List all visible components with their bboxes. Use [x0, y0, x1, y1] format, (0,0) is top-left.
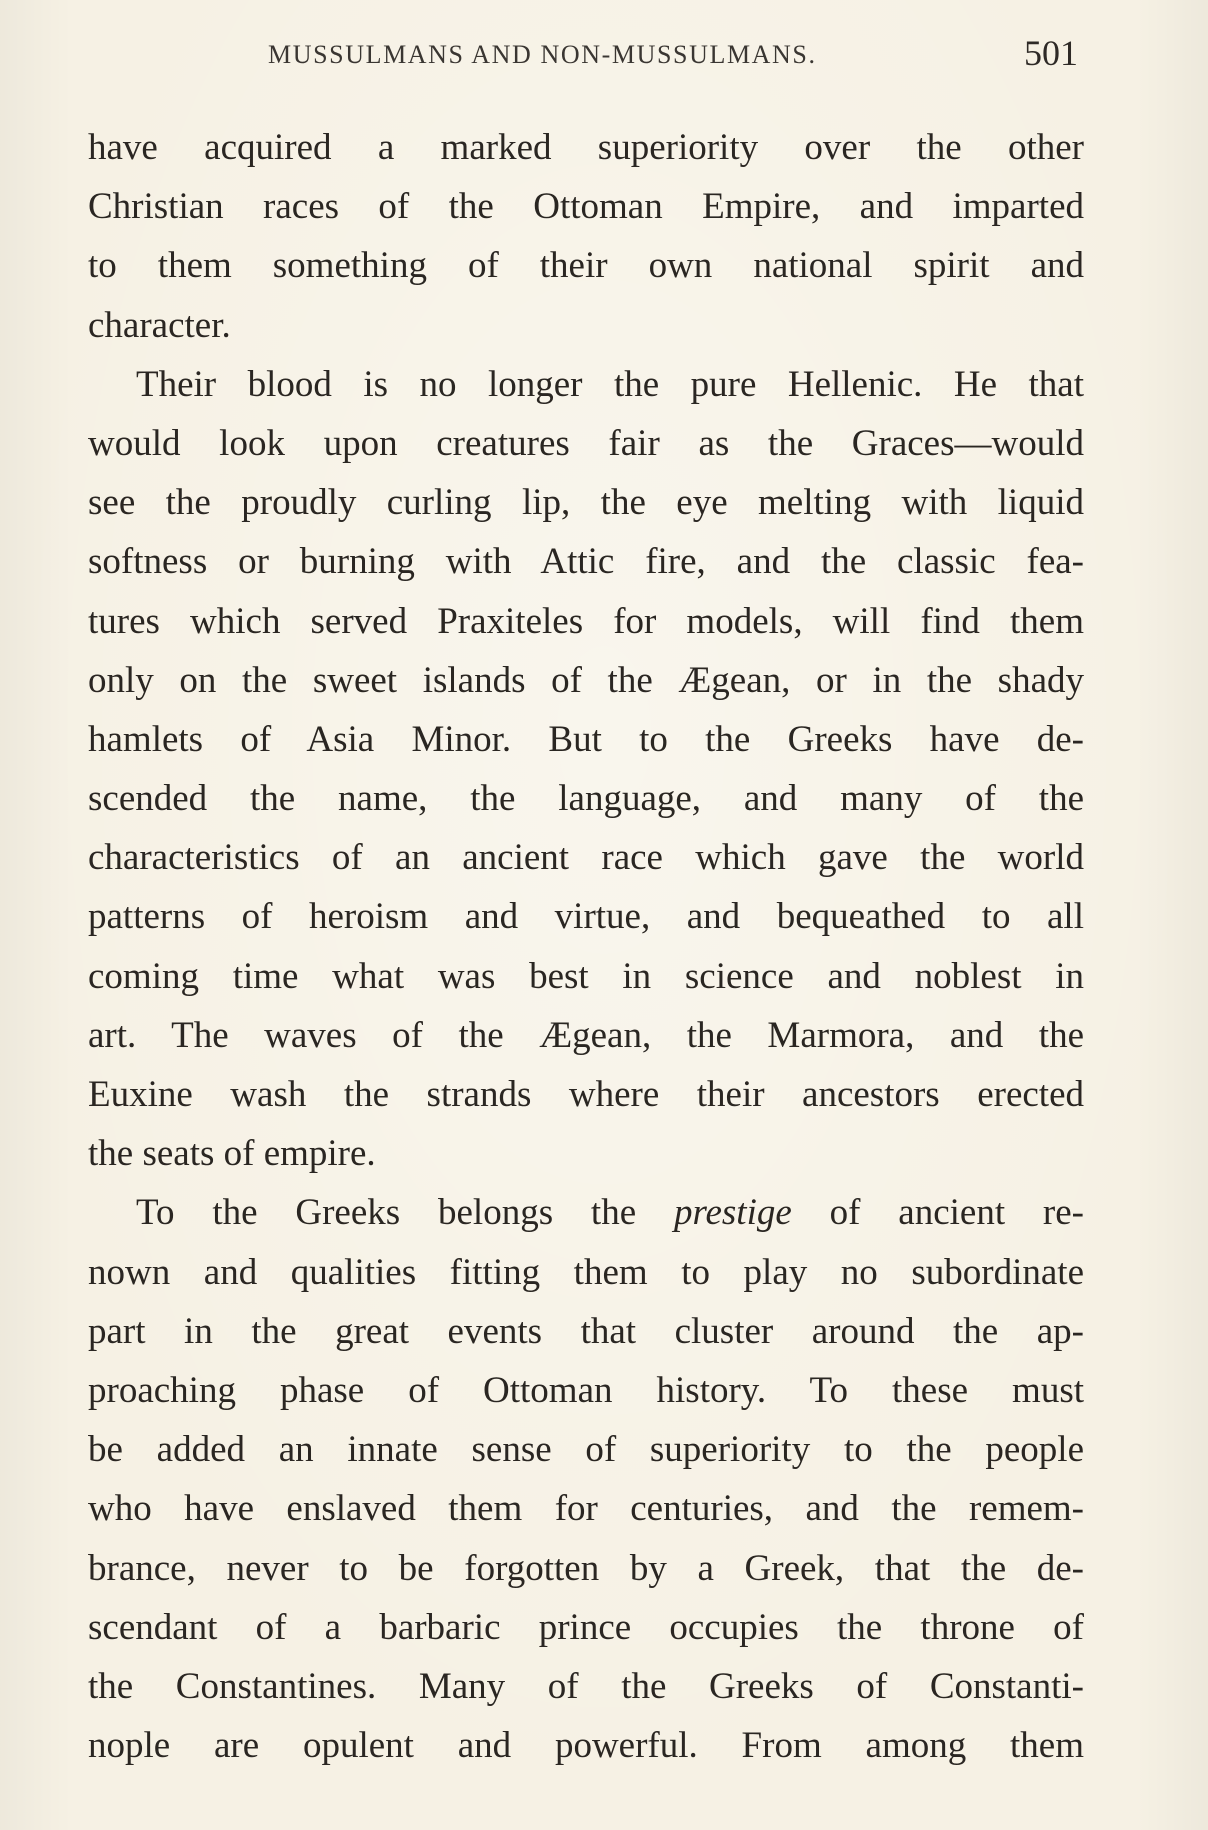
text-line: brance, never to be forgotten by a Greek, that the de- — [88, 1547, 1084, 1589]
text-line: patterns of heroism and virtue, and bequeathed to all — [88, 896, 1084, 938]
text-line: softness or burning with Attic fire, and the classic fea- — [88, 541, 1084, 583]
text-line: characteristics of an ancient race which gave the world — [88, 837, 1084, 879]
text-line — [88, 1183, 1084, 1242]
text-line: nople are opulent and powerful. From among them — [88, 1725, 1084, 1767]
text-line: the seats of empire. — [88, 1133, 376, 1175]
italic-term: prestige — [673, 1192, 792, 1234]
text-line: scendant of a barbaric prince occupies the throne of — [88, 1606, 1084, 1648]
text-line: art. The waves of the Ægean, the Marmora, and the — [88, 1014, 1084, 1056]
text-line: nown and qualities fitting them to play no subordinate — [88, 1251, 1084, 1293]
text-line: scended the name, the language, and many of the — [88, 778, 1084, 820]
text-line: hamlets of Asia Minor. But to the Greeks have de- — [88, 718, 1084, 760]
paragraph-1 — [88, 118, 1084, 355]
text-line: the Constantines. Many of the Greeks of Constanti- — [88, 1665, 1084, 1707]
text-line: be added an innate sense of superiority to the people — [88, 1429, 1084, 1471]
text-line: part in the great events that cluster around the ap- — [88, 1310, 1084, 1352]
text-line: to them something of their own national spirit and — [88, 245, 1084, 287]
text-line: who have enslaved them for centuries, and the remem- — [88, 1488, 1084, 1530]
text-line: proaching phase of Ottoman history. To these must — [88, 1369, 1084, 1411]
text-line: would look upon creatures fair as the Graces—would — [88, 422, 1084, 464]
body-text — [88, 118, 1084, 1775]
text-line: coming time what was best in science and noblest in — [88, 955, 1084, 997]
text-line: Christian races of the Ottoman Empire, and imparted — [88, 186, 1084, 228]
paragraph-2 — [88, 355, 1084, 1184]
text-run: of ancient re- — [791, 1192, 1084, 1234]
text-line: Euxine wash the strands where their ancestors erected — [88, 1074, 1084, 1115]
text-run: To the Greeks belongs the — [136, 1192, 674, 1234]
text-line: character. — [88, 304, 231, 346]
running-title: MUSSULMANS AND NON-MUSSULMANS. — [268, 40, 817, 69]
text-line: see the proudly curling lip, the eye melting with liquid — [88, 482, 1084, 524]
running-head — [88, 34, 1084, 78]
text-line: only on the sweet islands of the Ægean, or in the shady — [88, 659, 1084, 701]
paragraph-3 — [88, 1183, 1084, 1775]
text-line: tures which served Praxiteles for models, will find them — [88, 600, 1084, 642]
text-line: have acquired a marked superiority over the other — [88, 127, 1084, 168]
page-number: 501 — [1024, 33, 1078, 73]
text-line: Their blood is no longer the pure Hellenic. He that — [136, 363, 1084, 405]
